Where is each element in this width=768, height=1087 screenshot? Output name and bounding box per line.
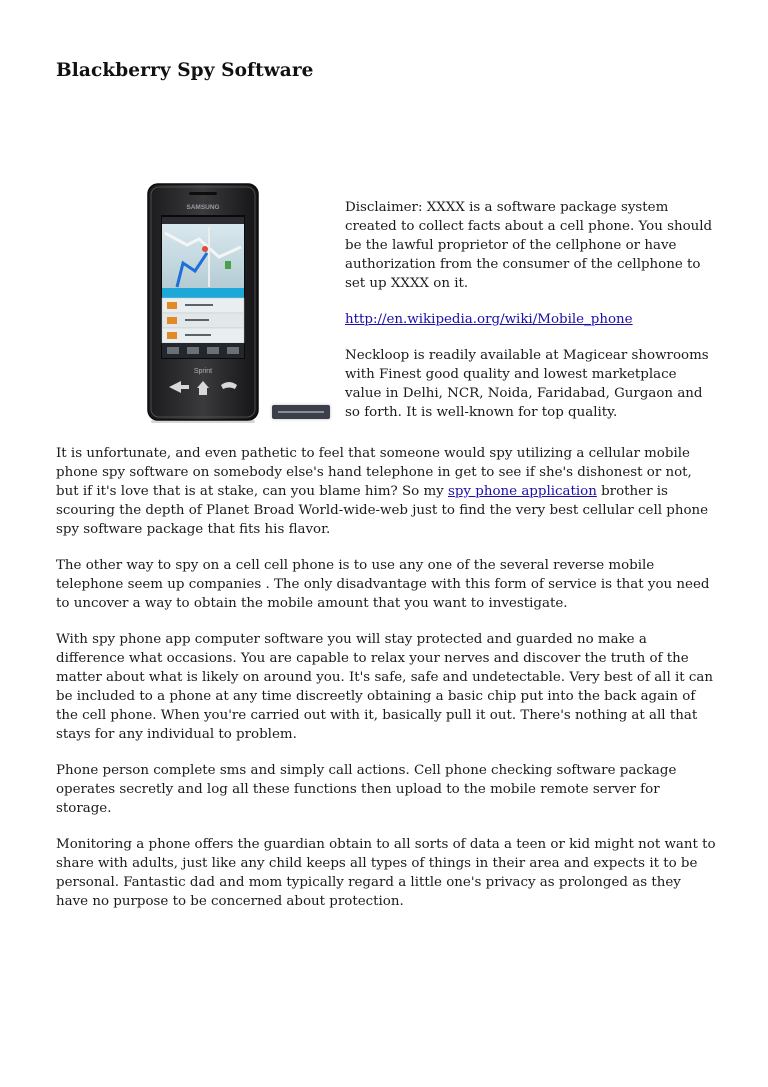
paragraph-5: Monitoring a phone offers the guardian obtain to all sorts of data a teen or kid might not want to share with adults, just like any child keeps all types of things in their area and expects it to be personal. Fantastic dad and mom typically regard a little one's privacy as prolonged as they have no purpose to be concerned about protection.	[56, 837, 716, 909]
paragraph-1-end: brother is scouring the depth of Planet Broad World-wide-web just to find the very best cellular cell phone spy software package that fits his flavor.	[56, 484, 709, 537]
paragraph-3: With spy phone app computer software you will stay protected and guarded no make a difference what occasions. You are capable to relax your nerves and discover the truth of the matter about what is likely on around you. It's safe, safe and undetectable. Very best of all it can be included to a phone at any time discreetly obtaining a basic chip put into the back again of the cell phone. When you're carried out with it, basically pull it out. There's nothing at all that stays for any individual to problem.	[56, 632, 714, 742]
spy-phone-application-link[interactable]: spy phone application	[447, 484, 597, 499]
paragraph-1	[56, 444, 716, 539]
phone-image	[147, 183, 259, 423]
disclaimer-paragraph: Disclaimer: XXXX is a software package system created to collect facts about a cell phone. You should be the lawful proprietor of the cellphone or have authorization from the consumer of the cellphone to set up XXXX on it.	[345, 200, 713, 291]
page-title: Blackberry Spy Software	[56, 60, 314, 81]
watermark-badge	[272, 405, 330, 419]
carrier-text: Sprint	[193, 368, 213, 375]
wiki-link[interactable]: http://en.wikipedia.org/wiki/Mobile_phone	[345, 312, 633, 327]
paragraph-2: The other way to spy on a cell cell phone is to use any one of the several reverse mobile telephone seem up companies . The only disadvantage with this form of service is that you need to uncover a way to obtain the mobile amount that you want to investigate.	[56, 558, 710, 611]
brand-text: SAMSUNG	[186, 204, 220, 211]
paragraph-4: Phone person complete sms and simply call actions. Cell phone checking software package operates secretly and log all these functions then upload to the mobile remote server for storage.	[56, 763, 677, 816]
sidebar-text	[345, 198, 713, 439]
wiki-link-paragraph	[345, 310, 713, 329]
paragraph-1-start: It is unfortunate, and even pathetic to feel that someone would spy utilizing a cellular mobile phone spy software on somebody else's hand telephone in get to see if she's dishonest or not, but if it's love that is at stake, can you blame him? So my	[56, 446, 692, 499]
neckloop-paragraph: Neckloop is readily available at Magicear showrooms with Finest good quality and lowest marketplace value in Delhi, NCR, Noida, Faridabad, Gurgaon and so forth. It is well-known for top quality.	[345, 348, 709, 420]
article-body	[56, 444, 716, 928]
